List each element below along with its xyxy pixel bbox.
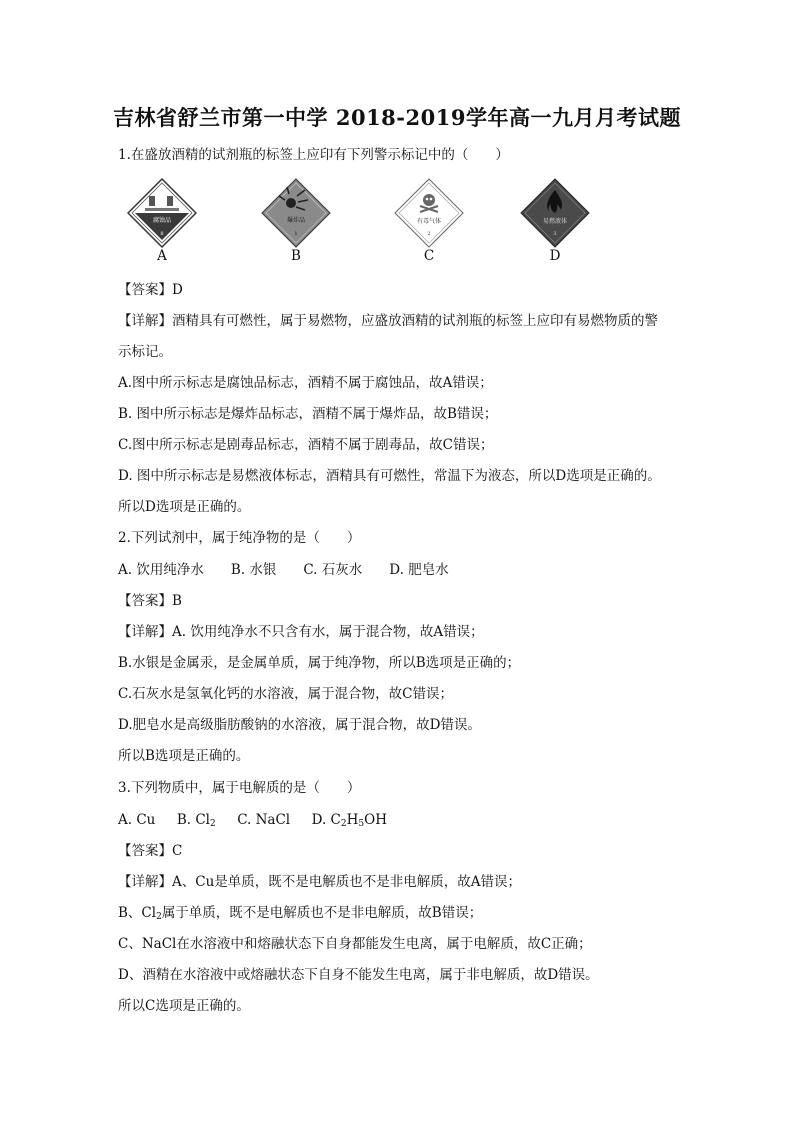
q3-explain-c: C、NaCl在水溶液中和熔融状态下自身都能发生电离，属于电解质，故C正确；	[118, 936, 592, 952]
q3-option-a: A. Cu	[118, 812, 156, 828]
q2-explain-d: D.肥皂水是高级脂肪酸钠的水溶液，属于混合物，故D错误。	[118, 717, 481, 733]
q3-option-d: D. $C_2H_5OH$	[311, 812, 387, 829]
sign-c-text: 有毒气体	[416, 218, 442, 225]
q2-conclusion: 所以B选项是正确的。	[118, 748, 250, 764]
sign-d-num: 3	[553, 231, 557, 237]
q3-explain-d: D、酒精在水溶液中或熔融状态下自身不能发生电离，属于非电解质，故D错误。	[118, 967, 599, 983]
hazard-signs-row	[0, 178, 794, 268]
sign-b-text: 爆炸品	[286, 217, 306, 224]
sign-c-num: 2	[427, 231, 431, 237]
q1-explain-b: B. 图中所示标志是爆炸品标志，酒精不属于爆炸品，故B错误；	[118, 406, 498, 422]
option-d-label: D	[549, 248, 561, 264]
flammable-liquid-sign-icon	[520, 178, 590, 248]
sign-d-text: 易燃液体	[542, 218, 568, 225]
sign-b-num: 1	[294, 231, 298, 237]
q3-option-b: B. $Cl_2$	[176, 812, 216, 829]
option-c-label: C	[423, 248, 435, 264]
q1-explain-d: D. 图中所示标志是易燃液体标志，酒精具有可燃性，常温下为液态，所以D选项是正确的。	[118, 468, 661, 484]
q1-conclusion: 所以D选项是正确的。	[118, 499, 251, 515]
q1-answer: 【答案】D	[118, 282, 183, 298]
q1-detail-cont: 示标记。	[118, 344, 172, 360]
q3-detail: 【详解】A、Cu是单质，既不是电解质也不是非电解质，故A错误；	[118, 874, 522, 890]
q2-explain-c: C.石灰水是氢氧化钙的水溶液，属于混合物，故C错误；	[118, 686, 453, 702]
q3-answer: 【答案】C	[118, 843, 183, 859]
q2-answer: 【答案】B	[118, 593, 182, 609]
q1-detail: 【详解】酒精具有可燃性，属于易燃物，应盛放酒精的试剂瓶的标签上应印有易燃物质的警	[118, 313, 658, 329]
sign-a-num: 8	[160, 231, 164, 237]
q3-conclusion: 所以C选项是正确的。	[118, 998, 250, 1014]
toxic-gas-sign-icon	[394, 178, 464, 248]
q2-question: 2.下列试剂中，属于纯净物的是（ ）	[118, 530, 361, 546]
q1-question: 1.在盛放酒精的试剂瓶的标签上应印有下列警示标记中的（ ）	[118, 147, 509, 163]
q3-options	[118, 810, 387, 834]
q1-explain-a: A.图中所示标志是腐蚀品标志，酒精不属于腐蚀品，故A错误；	[118, 375, 493, 391]
q2-options: A. 饮用纯净水 B. 水银 C. 石灰水 D. 肥皂水	[118, 562, 449, 578]
option-b-label: B	[291, 248, 301, 264]
q3-question: 3.下列物质中，属于电解质的是（ ）	[118, 780, 361, 796]
q3-option-c: C. NaCl	[237, 812, 291, 828]
q3-explain-b: B、$Cl_2$属于单质，既不是电解质也不是非电解质，故B错误；	[118, 905, 483, 922]
page-title: 吉林省舒兰市第一中学 2018-2019学年高一九月月考试题	[113, 105, 681, 130]
sign-a-text: 腐蚀品	[152, 217, 172, 224]
option-a-label: A	[157, 248, 167, 264]
q2-detail: 【详解】A. 饮用纯净水不只含有水，属于混合物，故A错误；	[118, 624, 484, 640]
explosive-sign-icon	[261, 178, 331, 248]
corrosive-sign-icon	[127, 178, 197, 248]
q2-explain-b: B.水银是金属汞，是金属单质，属于纯净物，所以B选项是正确的；	[118, 655, 521, 671]
q1-explain-c: C.图中所示标志是剧毒品标志，酒精不属于剧毒品，故C错误；	[118, 437, 494, 453]
